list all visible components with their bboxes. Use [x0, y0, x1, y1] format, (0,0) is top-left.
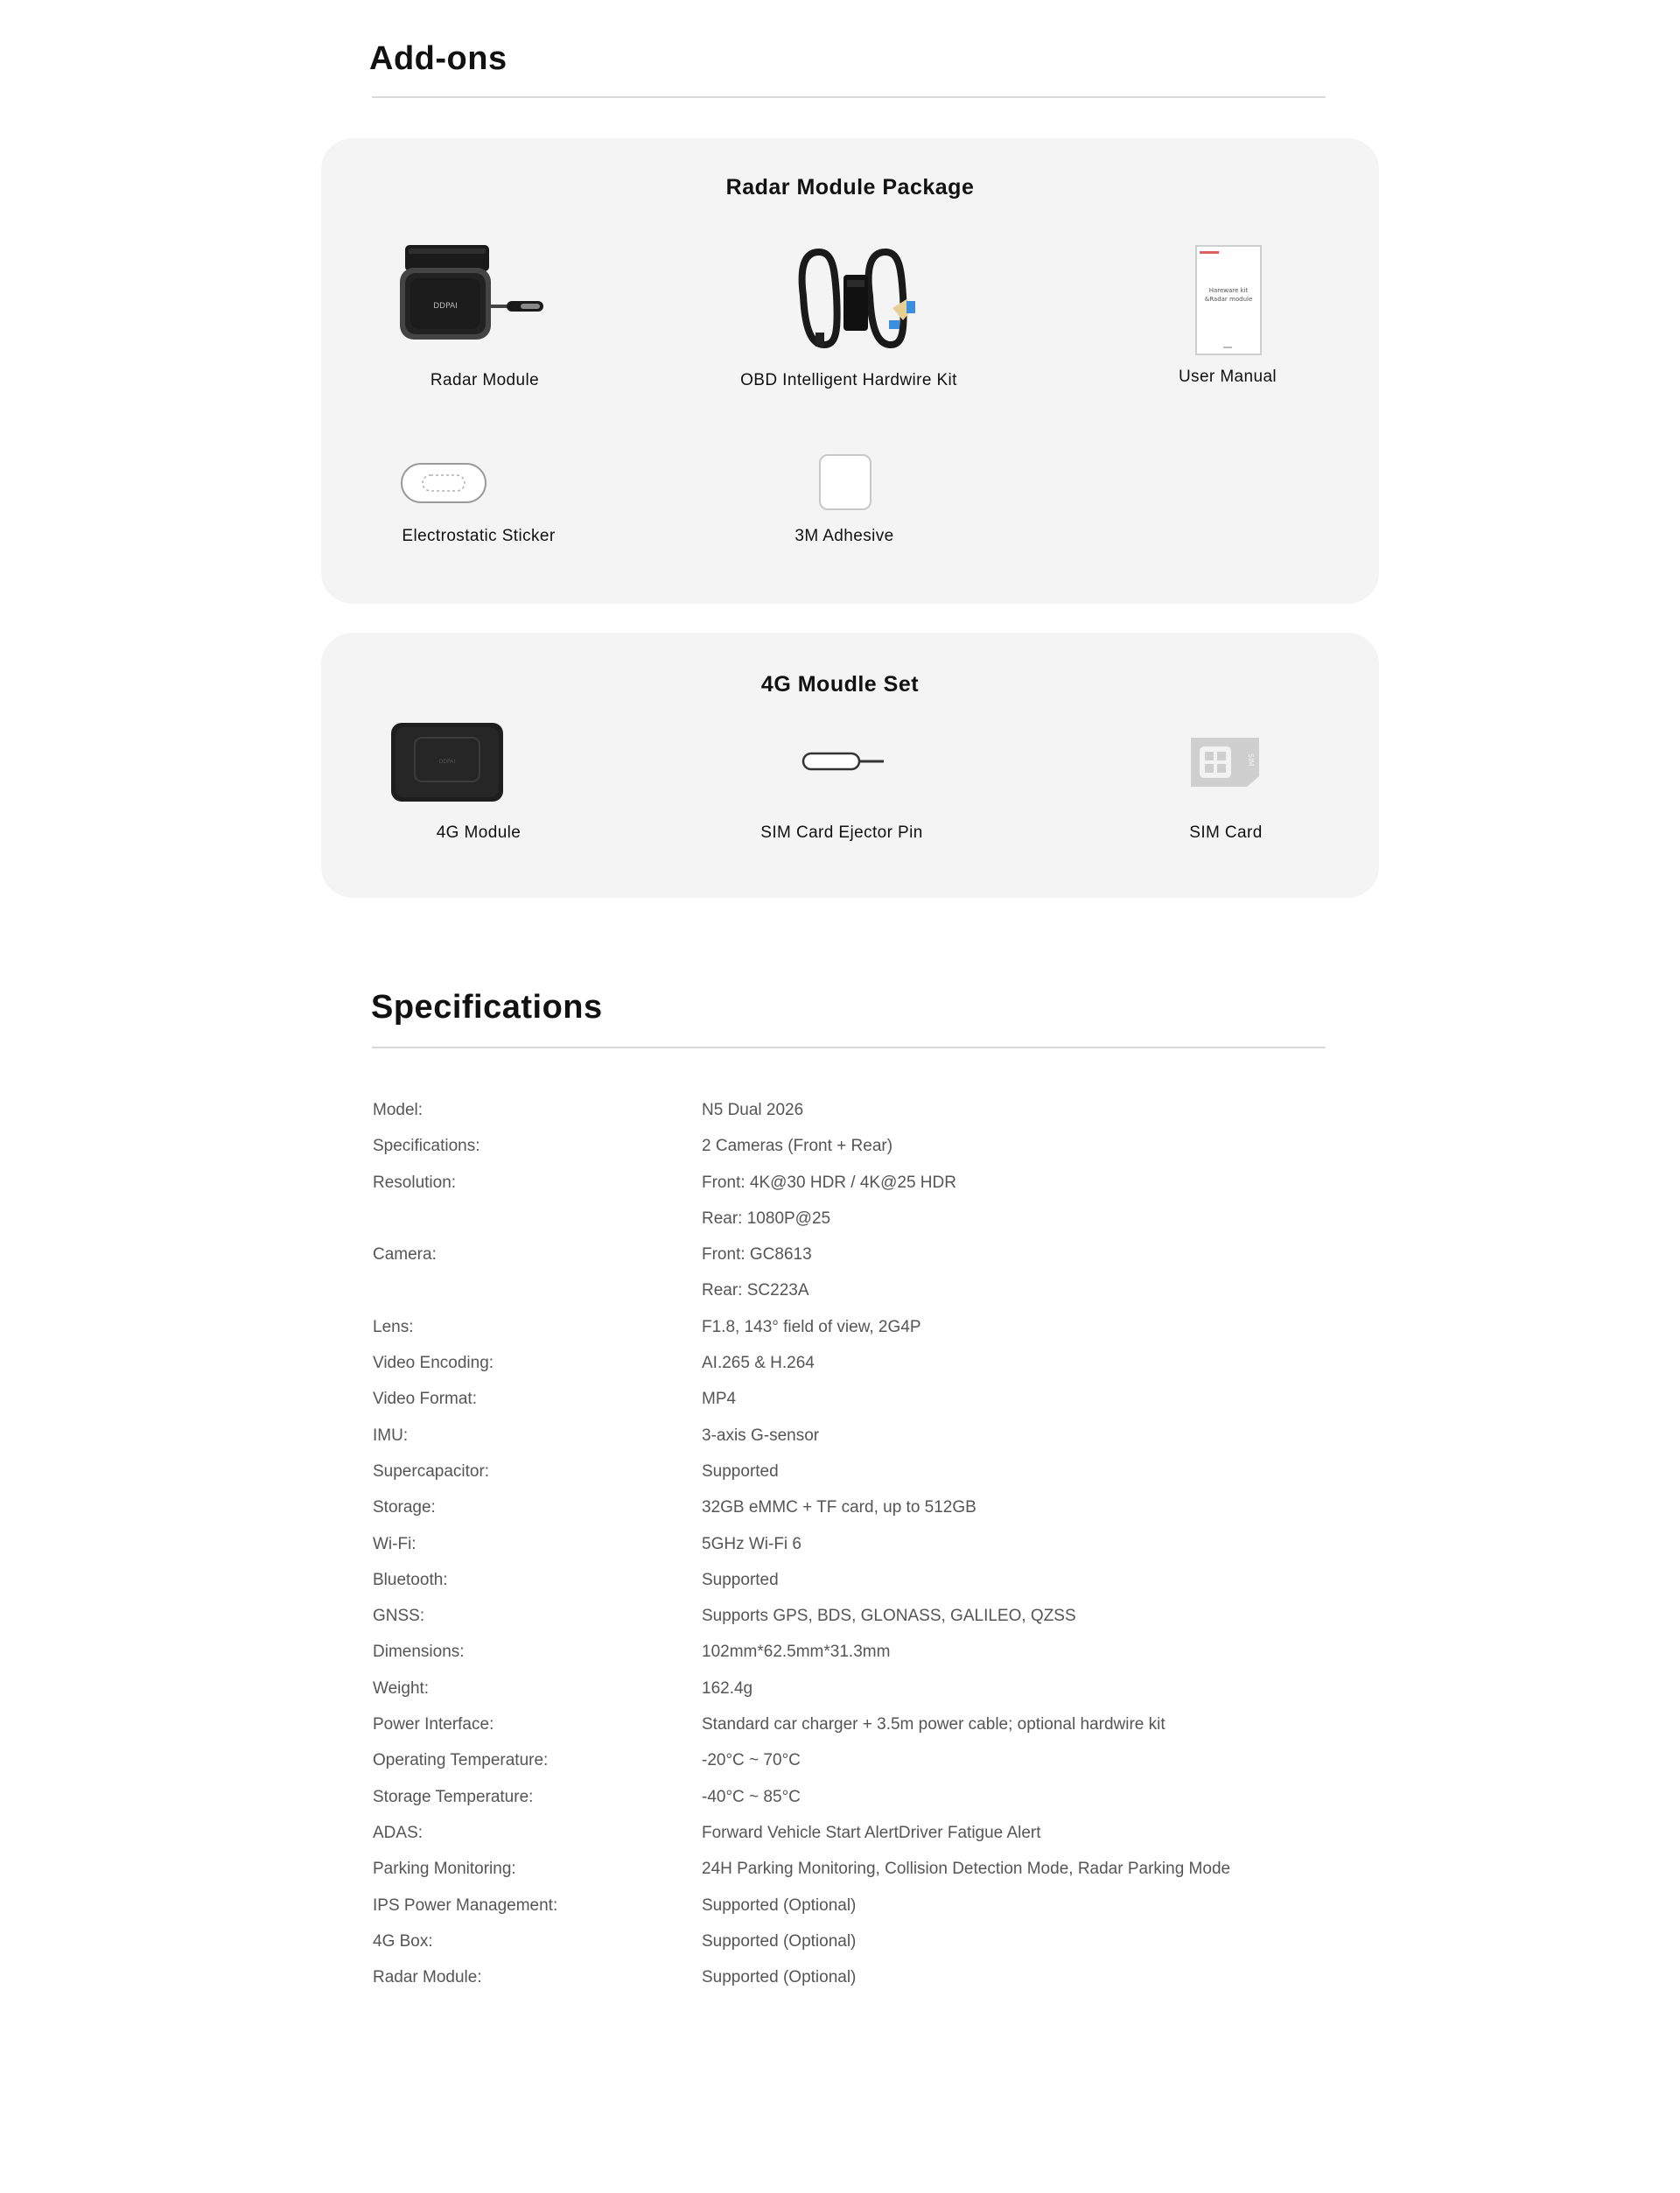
spec-label: Wi-Fi: — [373, 1534, 416, 1553]
specifications-divider — [372, 1047, 1326, 1048]
spec-row — [373, 1643, 1335, 1678]
spec-row — [373, 1174, 1335, 1209]
addons-title: Add-ons — [369, 40, 508, 77]
spec-row — [373, 1209, 1335, 1245]
adhesive-item — [687, 453, 1002, 550]
svg-text:Hareware kit: Hareware kit — [1208, 287, 1249, 294]
spec-value: Standard car charger + 3.5m power cable; optional hardwire kit — [702, 1715, 1166, 1734]
sticker-item — [321, 453, 636, 550]
spec-label: Bluetooth: — [373, 1570, 448, 1589]
spec-value: Supported (Optional) — [702, 1968, 857, 1987]
spec-value: 32GB eMMC + TF card, up to 512GB — [702, 1498, 976, 1517]
item-label: Electrostatic Sticker — [402, 527, 556, 545]
user-manual-item — [1070, 235, 1385, 392]
sim-card-icon — [1189, 736, 1261, 788]
4g-module-item — [321, 722, 636, 871]
spec-label: Model: — [373, 1101, 424, 1119]
spec-value: 162.4g — [702, 1678, 753, 1698]
spec-value: 5GHz Wi-Fi 6 — [702, 1534, 802, 1553]
spec-value: Forward Vehicle Start AlertDriver Fatigue Alert — [702, 1823, 1041, 1842]
radar-package-title: Radar Module Package — [725, 175, 975, 200]
spec-label: ADAS: — [373, 1823, 424, 1842]
spec-value: 3-axis G-sensor — [702, 1426, 820, 1445]
spec-label: Storage: — [373, 1498, 436, 1517]
spec-value: 2 Cameras (Front + Rear) — [702, 1137, 893, 1156]
spec-row — [373, 1318, 1335, 1354]
spec-value: -40°C ~ 85°C — [702, 1787, 801, 1806]
spec-value: 102mm*62.5mm*31.3mm — [702, 1643, 891, 1662]
spec-row — [373, 1535, 1335, 1571]
spec-value: Supported (Optional) — [702, 1895, 857, 1915]
spec-row — [373, 1932, 1335, 1968]
spec-row — [373, 1101, 1335, 1137]
spec-value: F1.8, 143° field of view, 2G4P — [702, 1317, 921, 1336]
sim-card-item — [1068, 722, 1383, 871]
spec-value: N5 Dual 2026 — [702, 1101, 804, 1119]
spec-label: Specifications: — [373, 1137, 480, 1156]
spec-value: Supported (Optional) — [702, 1931, 857, 1951]
specifications-title: Specifications — [371, 989, 603, 1026]
ejector-pin-icon — [802, 748, 886, 774]
item-label: Radar Module — [430, 371, 540, 389]
radar-module-icon — [398, 243, 547, 344]
spec-label: 4G Box: — [373, 1931, 433, 1951]
spec-label: Resolution: — [373, 1173, 457, 1192]
svg-text:DDPAI: DDPAI — [433, 302, 458, 311]
spec-row — [373, 1281, 1335, 1317]
spec-row — [373, 1788, 1335, 1824]
spec-row — [373, 1607, 1335, 1643]
spec-table — [373, 1101, 1335, 2004]
spec-value: -20°C ~ 70°C — [702, 1751, 801, 1770]
svg-text:SIM: SIM — [1247, 753, 1255, 767]
spec-value: 24H Parking Monitoring, Collision Detection Mode, Radar Parking Mode — [702, 1860, 1231, 1879]
module-set-card — [321, 633, 1379, 898]
spec-value: Supports GPS, BDS, GLONASS, GALILEO, QZSS — [702, 1607, 1076, 1626]
spec-row — [373, 1245, 1335, 1281]
spec-value: Rear: 1080P@25 — [702, 1209, 831, 1228]
spec-row — [373, 1896, 1335, 1932]
spec-value: MP4 — [702, 1390, 737, 1409]
spec-row — [373, 1390, 1335, 1426]
sticker-icon — [400, 462, 487, 506]
spec-row — [373, 1968, 1335, 2004]
svg-text:&Radar module: &Radar module — [1204, 296, 1253, 303]
item-label: 4G Module — [436, 823, 522, 842]
item-label: OBD Intelligent Hardwire Kit — [740, 371, 957, 389]
module-set-title: 4G Moudle Set — [760, 672, 920, 697]
spec-row — [373, 1426, 1335, 1462]
item-label: 3M Adhesive — [794, 527, 894, 545]
item-label: User Manual — [1178, 368, 1278, 386]
spec-row — [373, 1137, 1335, 1173]
spec-label: Video Encoding: — [373, 1354, 494, 1373]
spec-label: IMU: — [373, 1426, 409, 1445]
spec-row — [373, 1860, 1335, 1895]
user-manual-icon — [1195, 245, 1262, 355]
spec-label: Radar Module: — [373, 1968, 482, 1987]
adhesive-icon — [818, 453, 872, 511]
spec-row — [373, 1824, 1335, 1860]
spec-label: Weight: — [373, 1678, 430, 1698]
spec-value: Supported — [702, 1570, 779, 1589]
spec-row — [373, 1751, 1335, 1787]
spec-value: Rear: SC223A — [702, 1281, 809, 1300]
spec-row — [373, 1679, 1335, 1715]
spec-row — [373, 1462, 1335, 1498]
spec-label: Power Interface: — [373, 1715, 494, 1734]
item-label: SIM Card — [1189, 823, 1263, 842]
spec-label: Storage Temperature: — [373, 1787, 534, 1806]
item-label: SIM Card Ejector Pin — [760, 823, 923, 842]
spec-label: Supercapacitor: — [373, 1461, 490, 1481]
spec-label: Video Format: — [373, 1390, 477, 1409]
spec-label: Camera: — [373, 1245, 437, 1265]
ejector-pin-item — [684, 722, 999, 871]
spec-value: Front: GC8613 — [702, 1245, 812, 1265]
svg-text:DDPAI: DDPAI — [438, 759, 456, 765]
spec-value: Supported — [702, 1461, 779, 1481]
spec-row — [373, 1571, 1335, 1607]
spec-label: Parking Monitoring: — [373, 1860, 516, 1879]
spec-value: Front: 4K@30 HDR / 4K@25 HDR — [702, 1173, 956, 1192]
4g-module-icon — [390, 722, 504, 802]
radar-module-item — [327, 235, 642, 392]
spec-label: Lens: — [373, 1317, 414, 1336]
spec-value: AI.265 & H.264 — [702, 1354, 815, 1373]
spec-label: Operating Temperature: — [373, 1751, 549, 1770]
spec-row — [373, 1715, 1335, 1751]
addons-divider — [372, 96, 1326, 98]
spec-label: Dimensions: — [373, 1643, 465, 1662]
hardwire-kit-item — [691, 235, 1006, 392]
spec-row — [373, 1498, 1335, 1534]
spec-label: GNSS: — [373, 1607, 425, 1626]
spec-label: IPS Power Management: — [373, 1895, 558, 1915]
hardwire-kit-icon — [794, 235, 926, 353]
radar-package-card — [321, 138, 1379, 604]
spec-row — [373, 1354, 1335, 1390]
